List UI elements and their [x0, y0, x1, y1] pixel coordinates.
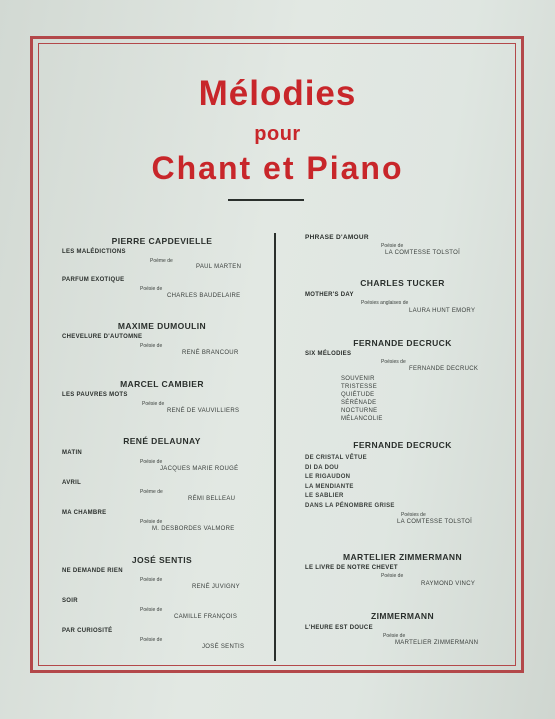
title-underline — [228, 199, 304, 201]
poet-note: Poésie de — [140, 286, 163, 292]
composer-heading: JOSÉ SENTIS — [131, 555, 193, 565]
work-title: PARFUM EXOTIQUE — [62, 277, 125, 283]
poet-name: M. DESBORDES VALMORE — [152, 526, 235, 532]
work-title: LE LIVRE DE NOTRE CHEVET — [305, 565, 398, 571]
composer-heading: MARTELIER ZIMMERMANN — [343, 552, 462, 562]
poet-note: Poésie de — [142, 401, 165, 407]
column-divider — [274, 233, 276, 661]
poet-note: Poésies anglaises de — [361, 300, 409, 306]
song-item: SOUVENIR — [341, 376, 375, 382]
poet-name: RÉMI BELLEAU — [188, 496, 236, 502]
composer-heading: CHARLES TUCKER — [360, 278, 445, 288]
composer-heading: MARCEL CAMBIER — [120, 379, 204, 389]
poet-name: MARTELIER ZIMMERMANN — [395, 640, 479, 646]
work-title: PAR CURIOSITÉ — [62, 628, 113, 634]
work-title: CHEVELURE D'AUTOMNE — [62, 334, 143, 340]
poet-name: JACQUES MARIE ROUGÉ — [160, 466, 239, 472]
song-item: LE RIGAUDON — [305, 474, 351, 480]
song-item: DE CRISTAL VÊTUE — [305, 455, 367, 461]
poet-note: Poésie de — [140, 459, 163, 465]
poet-name: CAMILLE FRANÇOIS — [174, 614, 238, 620]
work-title: SOIR — [62, 598, 78, 604]
title-chant-et-piano: Chant et Piano — [151, 150, 404, 186]
composer-heading: FERNANDE DECRUCK — [353, 338, 452, 348]
composer-heading: MAXIME DUMOULIN — [117, 321, 207, 331]
title-melodies: Mélodies — [198, 74, 357, 113]
poet-name: RENÉ DE VAUVILLIERS — [167, 408, 240, 414]
poet-name: CHARLES BAUDELAIRE — [167, 293, 241, 299]
poet-note: Poésie de — [383, 633, 406, 639]
poet-name: RENÉ JUVIGNY — [192, 584, 240, 590]
song-item: DI DA DOU — [305, 464, 339, 471]
work-title: MATIN — [62, 450, 83, 456]
song-item: DANS LA PÉNOMBRE GRISE — [305, 502, 395, 509]
work-title: MA CHAMBRE — [62, 510, 107, 516]
poet-note: Poésie de — [140, 637, 163, 643]
poet-note: Poème de — [150, 258, 173, 264]
work-title: L'HEURE EST DOUCE — [305, 625, 373, 631]
song-item: NOCTURNE — [341, 408, 378, 414]
poet-note: Poésie de — [140, 607, 163, 613]
poet-note: Poésie de — [381, 573, 404, 579]
composer-heading: RENÉ DELAUNAY — [123, 436, 201, 446]
poet-note: Poésie de — [140, 577, 163, 583]
poet-note: Poésies de — [401, 512, 426, 518]
poet-note: Poésie de — [140, 519, 163, 525]
work-title: NE DEMANDE RIEN — [62, 568, 123, 574]
song-item: TRISTESSE — [341, 384, 378, 390]
title-pour: pour — [254, 123, 301, 145]
song-item: MÉLANCOLIE — [341, 416, 383, 422]
poet-name: LA COMTESSE TOLSTOÏ — [397, 519, 473, 525]
poet-name: RAYMOND VINCY — [421, 581, 476, 587]
composer-heading: PIERRE CAPDEVIELLE — [111, 236, 213, 246]
work-title: LES MALÉDICTIONS — [62, 249, 126, 255]
song-list — [341, 375, 383, 423]
work-title: PHRASE D'AMOUR — [305, 234, 369, 241]
work-title: AVRIL — [62, 480, 82, 486]
poet-name: JOSÉ SENTIS — [202, 644, 245, 650]
poet-name: LA COMTESSE TOLSTOÏ — [385, 250, 461, 256]
work-title: LES PAUVRES MOTS — [62, 392, 128, 398]
song-item: SÉRÉNADE — [341, 400, 377, 406]
composer-heading: ZIMMERMANN — [370, 611, 435, 621]
poet-note: Poésie de — [140, 343, 163, 349]
work-title: SIX MÉLODIES — [305, 351, 352, 357]
composer-heading: FERNANDE DECRUCK — [353, 440, 452, 450]
poet-name: LAURA HUNT EMORY — [409, 308, 476, 314]
song-list — [305, 454, 395, 511]
poet-name: FERNANDE DECRUCK — [409, 366, 479, 372]
poet-name: RENÉ BRANCOUR — [182, 350, 239, 356]
song-item: LA MENDIANTE — [305, 483, 354, 490]
work-title: MOTHER'S DAY — [305, 292, 354, 298]
poet-note: Poème de — [140, 489, 163, 495]
song-item: LE SABLIER — [305, 493, 344, 499]
song-item: QUIÉTUDE — [341, 392, 375, 398]
poet-note: Poésies de — [381, 359, 406, 365]
poet-name: PAUL MARTEN — [196, 264, 242, 270]
poet-note: Poésie de — [381, 243, 404, 249]
